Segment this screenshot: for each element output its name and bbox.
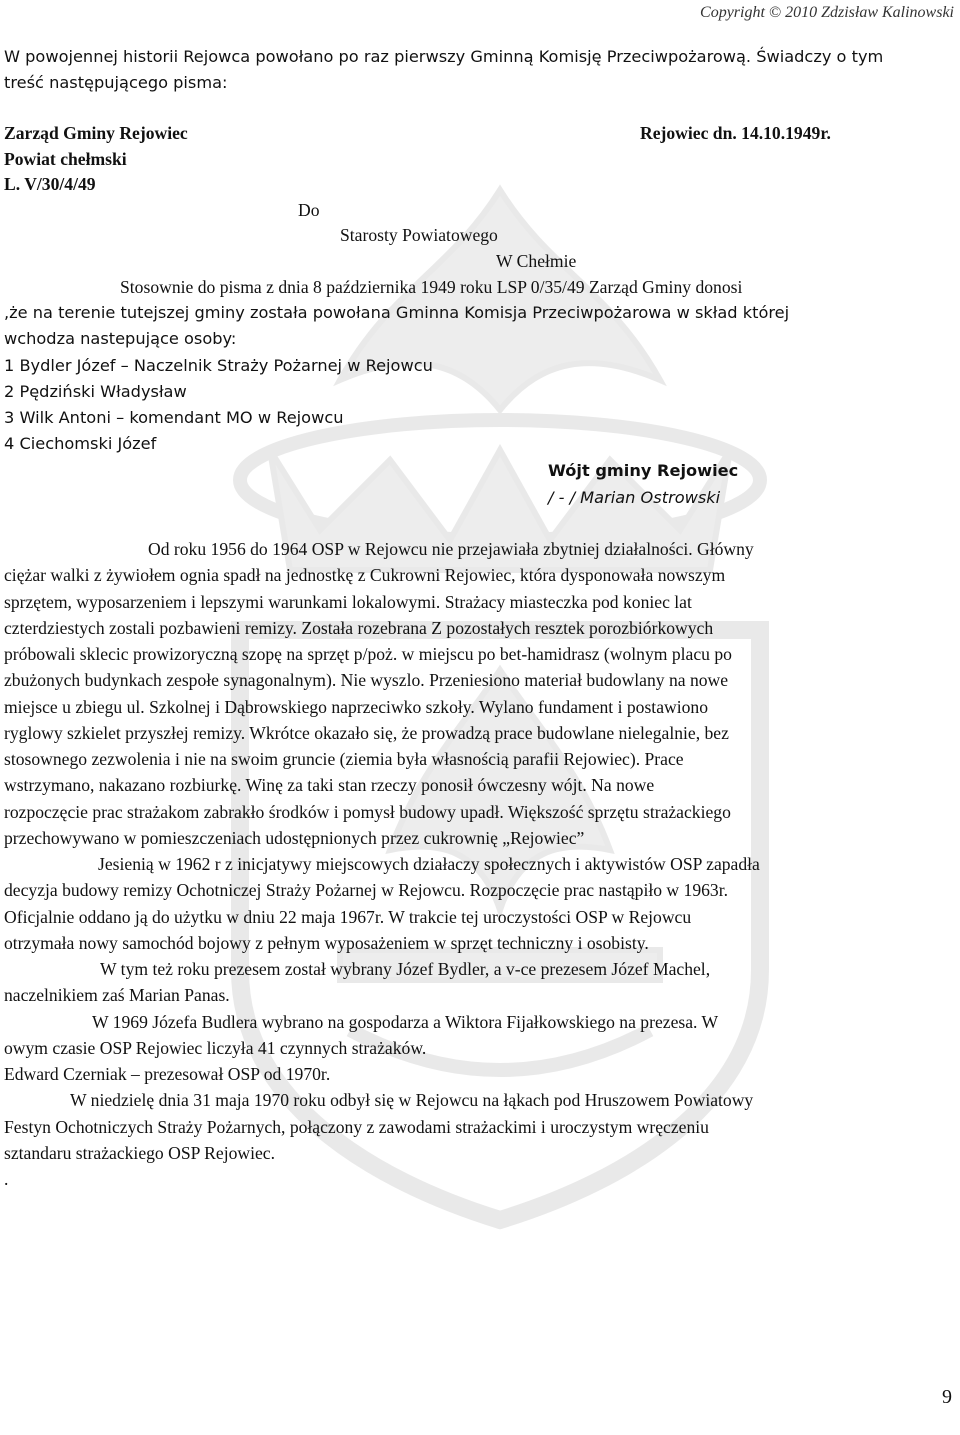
letter-to: Do xyxy=(298,200,320,220)
history-line: decyzja budowy remizy Ochotniczej Straży Pożarnej w Rejowcu. Rozpoczęcie prac nastąpiło w 1963r. xyxy=(4,880,729,900)
history-line: sztandaru strażackiego OSP Rejowiec. xyxy=(4,1143,275,1163)
history-line: W niedzielę dnia 31 maja 1970 roku odbył się w Rejowcu na łąkach pod Hruszowem Powiatowy xyxy=(70,1090,754,1110)
history-line: Oficjalnie oddano ją do użytku w dniu 22 maja 1967r. W trakcie tej uroczystości OSP w Rejowcu xyxy=(4,907,692,927)
signature-name: / - / Marian Ostrowski xyxy=(548,488,721,507)
history-line: czterdziestych zostali pozbawieni remizy. Została rozebrana Z pozostałych resztek porozbiórkowych xyxy=(4,618,714,638)
history-line: owym czasie OSP Rejowiec liczyła 41 czynnych strażaków. xyxy=(4,1038,427,1058)
history-line: ryglowy szkielet przyszłej remizy. Wkrótce okazało się, że prowadzą prace budowlane nielegalnie, bez xyxy=(4,723,729,743)
history-line: Edward Czerniak – prezesował OSP od 1970r. xyxy=(4,1064,331,1084)
signature-title: Wójt gminy Rejowiec xyxy=(548,461,739,480)
letter-recipient: Starosty Powiatowego xyxy=(340,225,498,245)
letter-body-line-2: ,że na terenie tutejszej gminy została powołana Gminna Komisja Przeciwpożarowa w skład której xyxy=(4,303,790,322)
history-line: W tym też roku prezesem został wybrany Józef Bydler, a v-ce prezesem Józef Machel, xyxy=(100,959,711,979)
history-line: rozpoczęcie prac strażakom zabrakło środków i pomysł budowy upadł. Większość sprzętu strażackiego xyxy=(4,802,731,822)
copyright-notice: Copyright © 2010 Zdzisław Kalinowski xyxy=(700,4,954,21)
member-item: 1 Bydler Józef – Naczelnik Straży Pożarnej w Rejowcu xyxy=(4,356,433,375)
letter-place-date: Rejowiec dn. 14.10.1949r. xyxy=(640,123,831,143)
history-line: miejsce u zbiegu ul. Szkolnej i Dąbrowskiego naprzeciwko szkoły. Wylano fundament i postawiono xyxy=(4,697,708,717)
letter-reference: L. V/30/4/49 xyxy=(4,174,96,194)
member-item: 3 Wilk Antoni – komendant MO w Rejowcu xyxy=(4,408,344,427)
history-line: Festyn Ochotniczych Straży Pożarnych, połączony z zawodami strażackimi i uroczystym wręczeniu xyxy=(4,1117,709,1137)
history-line: próbowali sklecic prowizoryczną szopę na sprzęt p/poż. w miejscu po bet-hamidrasz (wolnym placu po xyxy=(4,644,732,664)
letter-body-line-3: wchodza nastepujące osoby: xyxy=(4,329,237,348)
letter-district: Powiat chełmski xyxy=(4,149,127,169)
intro-line-1: W powojennej historii Rejowca powołano po raz pierwszy Gminną Komisję Przeciwpożarową. Świadczy o tym xyxy=(4,47,884,66)
member-item: 4 Ciechomski Józef xyxy=(4,434,157,453)
history-line: otrzymała nowy samochód bojowy z pełnym wyposażeniem w sprzęt techniczny i osobisty. xyxy=(4,933,649,953)
history-line: stosownego zezwolenia i nie na swoim gruncie (ziemia była własnością parafii Rejowiec). Prace xyxy=(4,749,684,769)
letter-recipient-city: W Chełmie xyxy=(496,251,577,271)
history-line: Jesienią w 1962 r z inicjatywy miejscowych działaczy społecznych i aktywistów OSP zapadła xyxy=(98,854,760,874)
history-line: ciężar walki z żywiołem ognia spadł na jednostkę z Cukrowni Rejowiec, która dysponowała nowszym xyxy=(4,565,726,585)
history-line: zbużonych budynkach zespołe synagonalnym). Nie wyszlo. Przeniesiono materiał budowlany na nowe xyxy=(4,670,729,690)
history-line: Od roku 1956 do 1964 OSP w Rejowcu nie przejawiała zbytniej działalności. Główny xyxy=(148,539,754,559)
history-line: W 1969 Józefa Budlera wybrano na gospodarza a Wiktora Fijałkowskiego na prezesa. W xyxy=(92,1012,719,1032)
letter-sender: Zarząd Gminy Rejowiec xyxy=(4,123,188,143)
page-number: 9 xyxy=(942,1386,952,1408)
intro-line-2: treść następującego pisma: xyxy=(4,73,228,92)
history-line: wstrzymano, nakazano rozbiurkę. Winę za taki stan rzeczy ponosił ówczesny wójt. Na nowe xyxy=(4,775,655,795)
letter-body-line-1: Stosownie do pisma z dnia 8 października 1949 roku LSP 0/35/49 Zarząd Gminy donosi xyxy=(120,277,743,297)
member-item: 2 Pędziński Władysław xyxy=(4,382,187,401)
history-line: naczelnikiem zaś Marian Panas. xyxy=(4,985,230,1005)
history-line: sprzętem, wyposarzeniem i lepszymi warunkami lokalowymi. Strażacy miasteczka pod koniec lat xyxy=(4,592,692,612)
history-line: przechowywano w pomieszczeniach udostępnionych przez cukrownię „Rejowiec” xyxy=(4,828,585,848)
history-line: . xyxy=(4,1169,9,1189)
